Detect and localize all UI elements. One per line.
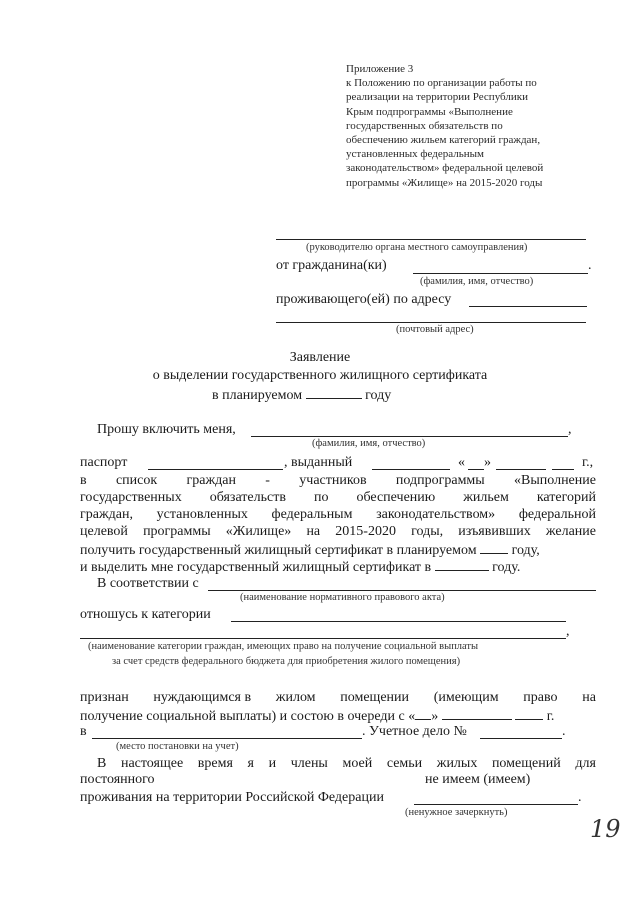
from-citizen-label: от гражданина(ки): [276, 258, 387, 273]
record-label: . Учетное дело №: [362, 724, 467, 739]
legal-act-line[interactable]: [208, 590, 596, 591]
caption-postal: (почтовый адрес): [396, 324, 474, 335]
planned-year-field[interactable]: [306, 386, 362, 399]
text-row: В настоящее время я и члены моей семьи жилых помещений для: [97, 756, 596, 771]
permanent-label: постоянного: [80, 772, 155, 787]
record-number-line[interactable]: [480, 738, 562, 739]
residing-rf-label: проживания на территории Российской Федерации: [80, 790, 384, 805]
passport-label: паспорт: [80, 455, 128, 470]
text-row: граждан, установленных федеральным законодательством» федеральной: [80, 507, 596, 522]
appendix-line: установленных федеральным: [346, 148, 484, 161]
registration-place-line[interactable]: [92, 738, 362, 739]
text-row: и выделить мне государственный жилищный сертификат в году.: [80, 560, 521, 575]
queue-month-field[interactable]: [442, 707, 512, 720]
request-label: Прошу включить меня,: [97, 422, 236, 437]
have-label: не имеем (имеем): [425, 772, 531, 787]
queue-day-field[interactable]: [415, 707, 431, 720]
caption-act: (наименование нормативного правового акта): [240, 592, 445, 603]
appendix-block: [346, 62, 606, 190]
caption-category-2: за счет средств федерального бюджета для приобретения жилого помещения): [112, 656, 461, 667]
passport-number-line[interactable]: [148, 469, 283, 470]
issued-by-line[interactable]: [372, 469, 450, 470]
appendix-line: Приложение 3: [346, 63, 414, 75]
issue-month-line[interactable]: [496, 469, 546, 470]
text-row: в список граждан - участников подпрограммы «Выполнение: [80, 473, 596, 488]
planned-year-field-2[interactable]: [480, 541, 508, 554]
address-line[interactable]: [469, 306, 587, 307]
doc-subtitle: о выделении государственного жилищного сертификата: [152, 368, 488, 383]
page-number: 19: [590, 815, 621, 843]
appendix-line: государственных обязательств по: [346, 119, 503, 132]
caption-category-1: (наименование категории граждан, имеющих право на получение социальной выплаты: [88, 641, 479, 652]
appendix-line: программы «Жилище» на 2015-2020 годы: [346, 176, 543, 189]
text-row: целевой программы «Жилище» на 2015-2020 годы, изъявивших желание: [80, 524, 596, 539]
caption-strike: (ненужное зачеркнуть): [405, 807, 508, 818]
appendix-line: законодательством» федеральной целевой: [346, 162, 544, 175]
category-label: отношусь к категории: [80, 607, 211, 622]
queue-row: получение социальной выплаты) и состою в очереди с « » г.: [80, 709, 555, 724]
category-line-2[interactable]: [80, 638, 566, 639]
address-line-2[interactable]: [276, 322, 586, 323]
text-row: получить государственный жилищный сертификат в планируемом году,: [80, 543, 540, 558]
doc-subtitle-year: в планируемом году: [212, 388, 392, 403]
issued-label: , выданный: [284, 455, 353, 470]
caption-head-official: (руководителю органа местного самоуправления): [306, 242, 528, 253]
issue-day-line[interactable]: [468, 469, 484, 470]
caption-place: (место постановки на учет): [116, 741, 239, 752]
appendix-line: реализации на территории Республики: [346, 91, 528, 104]
category-line[interactable]: [231, 621, 566, 622]
caption-fio: (фамилия, имя, отчество): [420, 276, 534, 287]
caption-fio-2: (фамилия, имя, отчество): [312, 438, 426, 449]
head-official-line[interactable]: [276, 239, 586, 240]
appendix-line: Крым подпрограммы «Выполнение: [346, 105, 513, 118]
doc-title: Заявление: [289, 350, 351, 365]
certificate-year-field[interactable]: [435, 558, 489, 571]
residing-label: проживающего(ей) по адресу: [276, 292, 452, 307]
residing-rf-line[interactable]: [414, 804, 578, 805]
in-label: в: [80, 724, 87, 739]
queue-year-field[interactable]: [515, 707, 543, 720]
citizen-name-line[interactable]: [413, 273, 588, 274]
appendix-line: к Положению по организации работы по: [346, 77, 537, 90]
accordance-label: В соответствии с: [97, 576, 199, 591]
appendix-line: обеспечению жильем категорий граждан,: [346, 134, 541, 147]
text-row: государственных обязательств по обеспечению жильем категорий: [80, 490, 596, 505]
text-row: признан нуждающимся в жилом помещении (имеющим право на: [80, 690, 596, 705]
applicant-name-line[interactable]: [251, 436, 568, 437]
issue-year-line[interactable]: [552, 469, 574, 470]
